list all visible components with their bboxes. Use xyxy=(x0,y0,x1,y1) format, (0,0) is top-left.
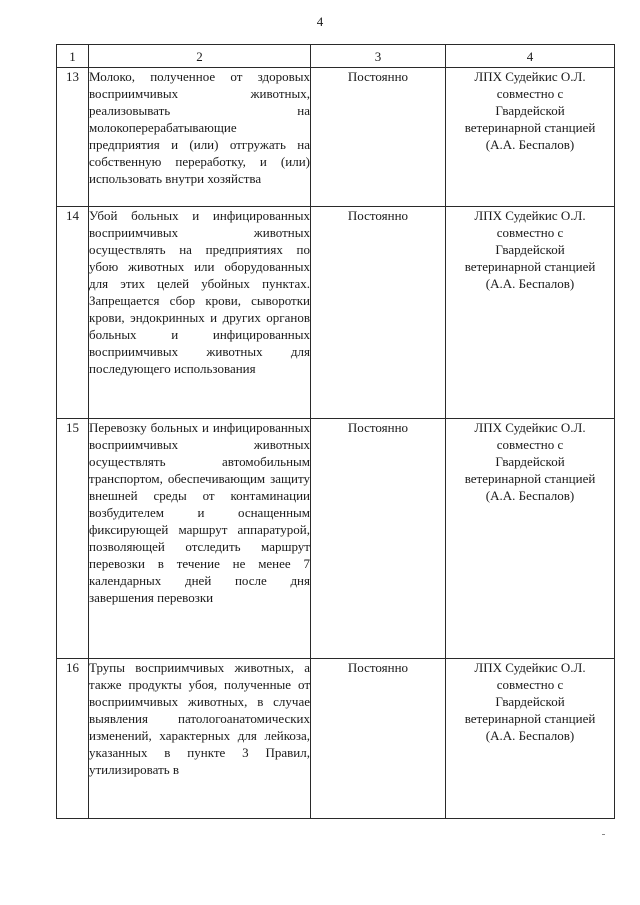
table-row xyxy=(57,419,615,659)
period-cell: Постоянно xyxy=(311,659,446,819)
row-number: 14 xyxy=(57,207,89,419)
responsible-line: Гвардейской xyxy=(495,694,565,709)
responsible-line: ветеринарной станцией xyxy=(464,259,596,274)
period-cell: Постоянно xyxy=(311,68,446,207)
column-header-1: 1 xyxy=(57,45,89,68)
responsible-line: ветеринарной станцией xyxy=(464,471,596,486)
measure-text: Трупы восприимчивых животных, а также продукты убоя, полученные от восприимчивых животных, в случае выявления патологоанатомических изменений, характерных для лейкоза, указанных в пункте 3 Правил, утилизировать в xyxy=(89,659,311,819)
responsible-line: (А.А. Беспалов) xyxy=(485,488,575,503)
responsible-line: (А.А. Беспалов) xyxy=(485,137,575,152)
measure-text: Убой больных и инфицированных восприимчивых животных осуществлять на предприятиях по убою животных или оборудованных для этих целей убойных пунктах. Запрещается сбор крови, сыворотки крови, эндокринных и других органов больных и инфицированных восприимчивых животных для последующего использования xyxy=(89,207,311,419)
responsible-line: ветеринарной станцией xyxy=(464,120,596,135)
responsible-line: совместно с xyxy=(496,86,564,101)
table-header-row xyxy=(57,45,615,68)
row-number: 15 xyxy=(57,419,89,659)
measure-text: Молоко, полученное от здоровых восприимчивых животных, реализовывать на молокоперерабатывающие предприятия и (или) отгружать на собственную переработку, и (или) использовать внутри хозяйства xyxy=(89,68,311,207)
period-cell: Постоянно xyxy=(311,419,446,659)
row-number: 16 xyxy=(57,659,89,819)
responsible-line: (А.А. Беспалов) xyxy=(485,276,575,291)
responsible-line: Гвардейской xyxy=(495,103,565,118)
column-header-3: 3 xyxy=(311,45,446,68)
responsible-line: Гвардейской xyxy=(495,242,565,257)
responsible-line: ЛПХ Судейкис О.Л. xyxy=(474,420,586,435)
responsible-cell xyxy=(446,68,615,207)
responsible-line: совместно с xyxy=(496,437,564,452)
responsible-cell xyxy=(446,419,615,659)
period-cell: Постоянно xyxy=(311,207,446,419)
measures-table xyxy=(56,44,615,819)
table-row xyxy=(57,207,615,419)
row-number: 13 xyxy=(57,68,89,207)
responsible-line: ЛПХ Судейкис О.Л. xyxy=(474,208,586,223)
responsible-line: ветеринарной станцией xyxy=(464,711,596,726)
page-number: 4 xyxy=(316,14,324,29)
responsible-line: Гвардейской xyxy=(495,454,565,469)
table-row xyxy=(57,659,615,819)
responsible-line: совместно с xyxy=(496,225,564,240)
scan-speck xyxy=(602,834,605,835)
measure-text: Перевозку больных и инфицированных восприимчивых животных осуществлять автомобильным транспортом, обеспечивающим защиту внешней среды от контаминации возбудителем и оснащенным фиксирующей маршрут аппаратурой, позволяющей отследить маршрут перевозки в течение не менее 7 календарных дней после дня завершения перевозки xyxy=(89,419,311,659)
responsible-line: ЛПХ Судейкис О.Л. xyxy=(474,69,586,84)
responsible-line: совместно с xyxy=(496,677,564,692)
responsible-line: ЛПХ Судейкис О.Л. xyxy=(474,660,586,675)
table-row xyxy=(57,68,615,207)
column-header-4: 4 xyxy=(446,45,615,68)
column-header-2: 2 xyxy=(89,45,311,68)
responsible-cell xyxy=(446,659,615,819)
responsible-cell xyxy=(446,207,615,419)
responsible-line: (А.А. Беспалов) xyxy=(485,728,575,743)
